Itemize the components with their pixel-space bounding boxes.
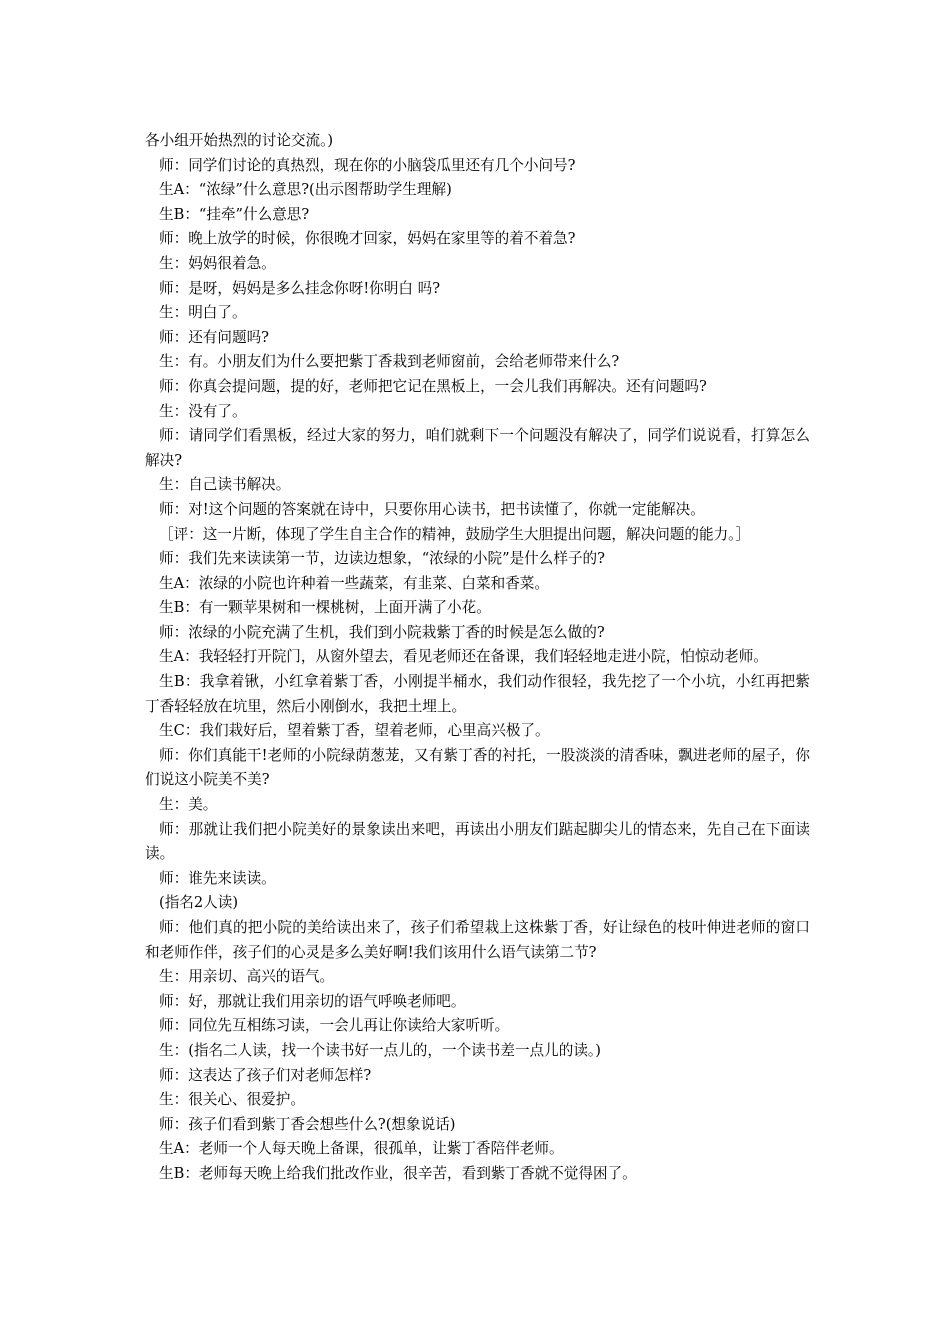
paragraph: 生C：我们栽好后，望着紫丁香，望着老师，心里高兴极了。 xyxy=(159,722,550,740)
paragraph: 生：(指名二人读，找一个读书好一点儿的，一个读书差一点儿的读。) xyxy=(159,1041,601,1059)
paragraph: 各小组开始热烈的讨论交流。) xyxy=(145,132,334,149)
paragraph: 师：还有问题吗? xyxy=(159,328,269,346)
paragraph: 师：同位先互相练习读，一会儿再让你读给大家听听。 xyxy=(159,1017,510,1035)
paragraph: (指名2人读) xyxy=(159,894,239,912)
paragraph: 生：有。小朋友们为什么要把紫丁香栽到老师窗前，会给老师带来什么? xyxy=(159,353,620,371)
paragraph: 生：没有了。 xyxy=(159,402,247,420)
paragraph: 生：用亲切、高兴的语气。 xyxy=(159,968,335,986)
paragraph: 师：谁先来读读。 xyxy=(159,869,276,887)
paragraph: 师：晚上放学的时候，你很晚才回家，妈妈在家里等的着不着急? xyxy=(159,230,576,248)
paragraph: 生A：浓绿的小院也许种着一些蔬菜，有韭菜、白菜和香菜。 xyxy=(159,574,549,592)
paragraph: 师：好，那就让我们用亲切的语气呼唤老师吧。 xyxy=(159,992,466,1010)
paragraph: 生：很关心、很爱护。 xyxy=(159,1091,305,1109)
paragraph: 师：孩子们看到紫丁香会想些什么?(想象说话) xyxy=(159,1115,456,1133)
paragraph: ［评：这一片断，体现了学生自主合作的精神，鼓励学生大胆提出问题，解决问题的能力。］ xyxy=(159,525,751,543)
paragraph: 师：浓绿的小院充满了生机，我们到小院栽紫丁香的时候是怎么做的? xyxy=(159,623,605,641)
paragraph: 师：对!这个问题的答案就在诗中，只要你用心读书，把书读懂了，你就一定能解决。 xyxy=(159,500,705,518)
paragraph: 生：美。 xyxy=(159,796,218,814)
paragraph: 生B：有一颗苹果树和一棵桃树，上面开满了小花。 xyxy=(159,599,491,617)
paragraph: 师：那就让我们把小院美好的景象读出来吧，再读出小朋友们踮起脚尖儿的情态来，先自己在下面读读。 xyxy=(145,820,810,863)
paragraph: 师：这表达了孩子们对老师怎样? xyxy=(159,1066,372,1084)
paragraph: 师：我们先来读读第一节，边读边想象，“浓绿的小院”是什么样子的? xyxy=(159,550,605,568)
paragraph: 生：明白了。 xyxy=(159,304,247,322)
paragraph: 师：你们真能干!老师的小院绿荫葱茏，又有紫丁香的衬托，一股淡淡的清香味，飘进老师的屋子，你们说这小院美不美? xyxy=(145,746,810,789)
document-page xyxy=(145,129,810,1187)
paragraph: 生B：“挂牵”什么意思? xyxy=(159,205,310,223)
paragraph: 师：他们真的把小院的美给读出来了，孩子们希望栽上这株紫丁香，好让绿色的枝叶伸进老师的窗口和老师作伴，孩子们的心灵是多么美好啊!我们该用什么语气读第二节? xyxy=(145,919,810,961)
paragraph: 生：妈妈很着急。 xyxy=(159,254,276,272)
paragraph: 师：同学们讨论的真热烈，现在你的小脑袋瓜里还有几个小问号? xyxy=(159,156,576,174)
paragraph: 生：自己读书解决。 xyxy=(159,476,291,494)
paragraph: 生A：我轻轻打开院门，从窗外望去，看见老师还在备课，我们轻轻地走进小院，怕惊动老师。 xyxy=(159,648,768,666)
paragraph: 生B：我拿着锹，小红拿着紫丁香，小刚提半桶水，我们动作很轻，我先挖了一个小坑，小红再把紫丁香轻轻放在坑里，然后小刚倒水，我把土埋上。 xyxy=(145,673,810,715)
paragraph: 师：是呀，妈妈是多么挂念你呀!你明白 吗? xyxy=(159,279,441,297)
paragraph: 生A：老师一个人每天晚上备课，很孤单，让紫丁香陪伴老师。 xyxy=(159,1140,564,1158)
paragraph: 生B：老师每天晚上给我们批改作业，很辛苦，看到紫丁香就不觉得困了。 xyxy=(159,1164,637,1182)
paragraph: 师：请同学们看黑板，经过大家的努力，咱们就剩下一个问题没有解决了，同学们说说看，打算怎么解决? xyxy=(145,427,810,469)
paragraph: 师：你真会提问题，提的好，老师把它记在黑板上，一会儿我们再解决。还有问题吗? xyxy=(159,377,707,395)
paragraph: 生A：“浓绿”什么意思?(出示图帮助学生理解) xyxy=(159,181,452,199)
